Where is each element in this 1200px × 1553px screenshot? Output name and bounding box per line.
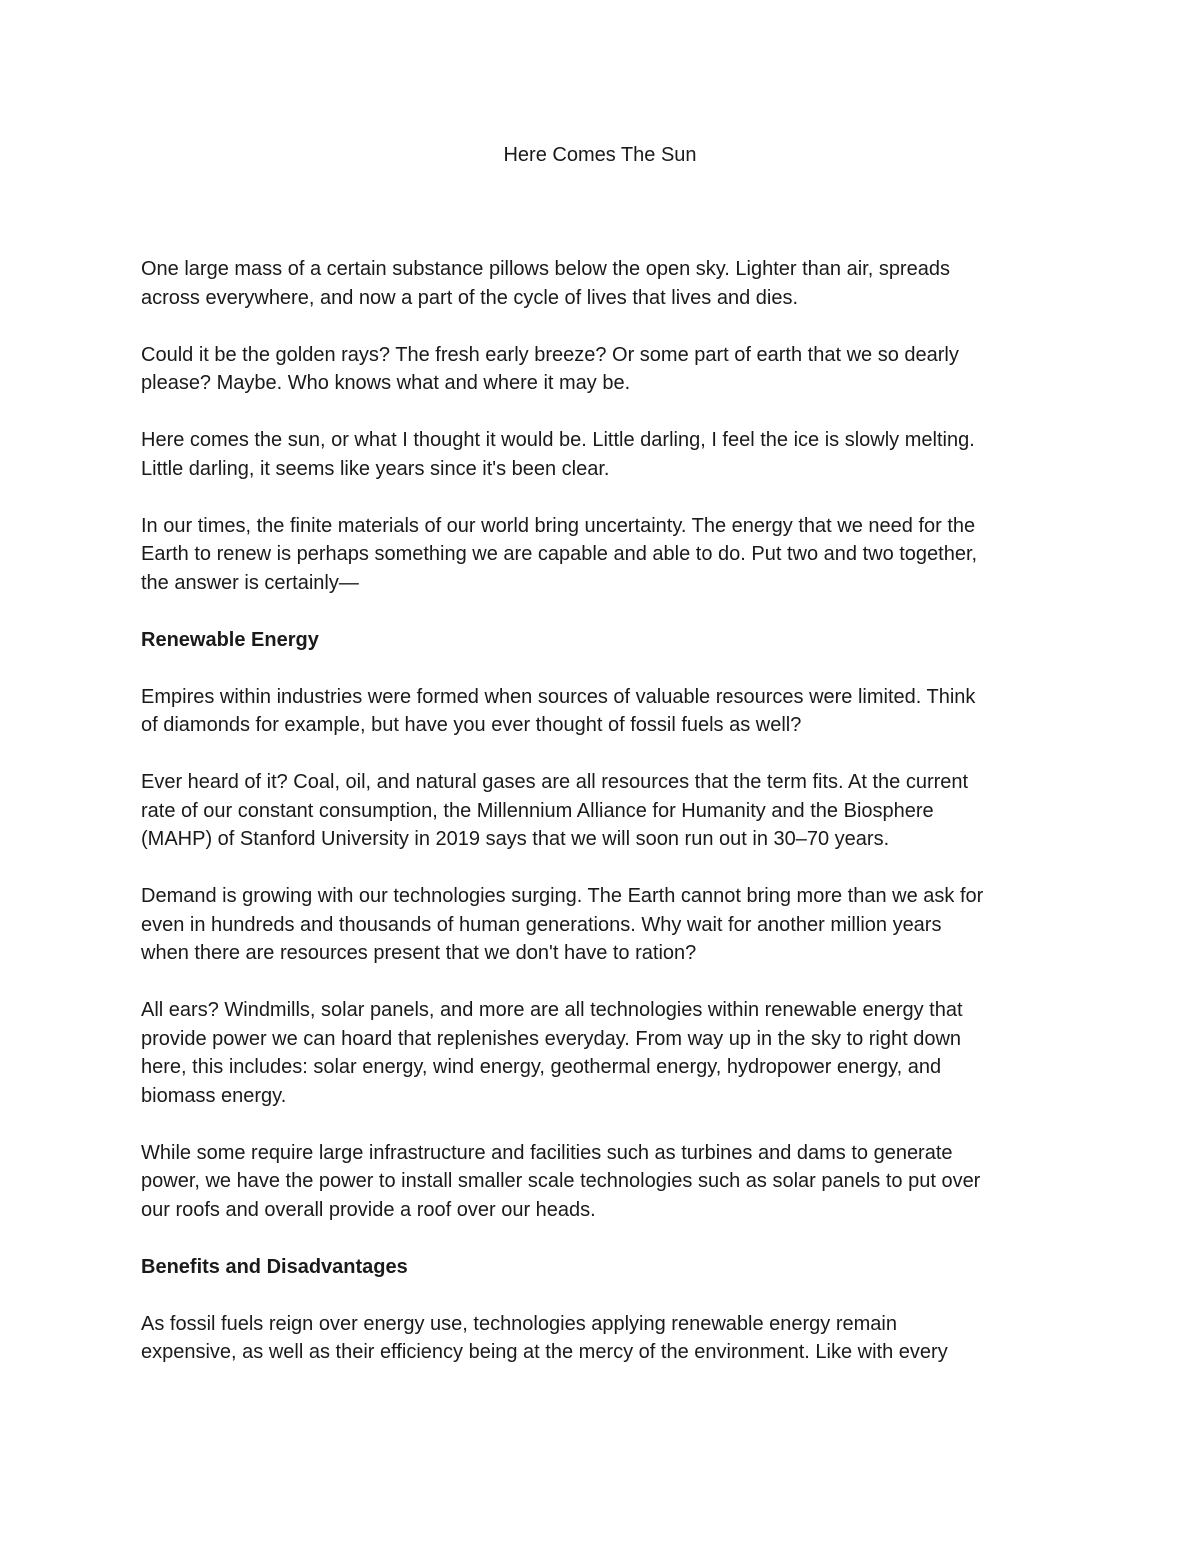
intro-paragraph-4: [141, 512, 1061, 598]
text-line: Could it be the golden rays? The fresh early breeze? Or some part of earth that we so dearly: [141, 343, 959, 366]
text-line: All ears? Windmills, solar panels, and more are all technologies within renewable energy that: [141, 999, 963, 1021]
document-title: Here Comes The Sun: [503, 144, 697, 166]
text-line: Demand is growing with our technologies surging. The Earth cannot bring more than we ask for: [141, 885, 984, 907]
renewable-paragraph-2: [141, 768, 1061, 854]
renewable-paragraph-3: [141, 882, 1061, 968]
section-heading-benefits: Benefits and Disadvantages: [141, 1255, 408, 1278]
text-line: Earth to renew is perhaps something we are capable and able to do. Put two and two together,: [141, 543, 978, 565]
text-line: the answer is certainly—: [141, 571, 359, 594]
text-line: across everywhere, and now a part of the cycle of lives that lives and dies.: [141, 286, 799, 309]
text-line: power, we have the power to install smaller scale technologies such as solar panels to put over: [141, 1170, 981, 1192]
text-line: provide power we can hoard that replenishes everyday. From way up in the sky to right down: [141, 1027, 962, 1050]
text-line: Ever heard of it? Coal, oil, and natural gases are all resources that the term fits. At the current: [141, 771, 969, 793]
text-line: rate of our constant consumption, the Millennium Alliance for Humanity and the Biosphere: [141, 799, 934, 822]
intro-paragraph-3: [141, 426, 1061, 483]
text-line: Here comes the sun, or what I thought it would be. Little darling, I feel the ice is slowly melting.: [141, 429, 975, 451]
text-line: (MAHP) of Stanford University in 2019 says that we will soon run out in 30–70 years.: [141, 828, 890, 850]
text-line: As fossil fuels reign over energy use, technologies applying renewable energy remain: [141, 1312, 897, 1335]
text-line: of diamonds for example, but have you ever thought of fossil fuels as well?: [141, 714, 802, 736]
renewable-paragraph-4: [141, 996, 1061, 1110]
text-line: While some require large infrastructure and facilities such as turbines and dams to generate: [141, 1141, 953, 1164]
section-heading-renewable-energy: Renewable Energy: [141, 628, 319, 651]
text-line: expensive, as well as their efficiency being at the mercy of the environment. Like with every: [141, 1341, 948, 1363]
text-line: Empires within industries were formed when sources of valuable resources were limited. Think: [141, 685, 976, 708]
text-line: our roofs and overall provide a roof over our heads.: [141, 1198, 596, 1221]
text-line: here, this includes: solar energy, wind energy, geothermal energy, hydropower energy, and: [141, 1056, 942, 1078]
text-line: even in hundreds and thousands of human generations. Why wait for another million years: [141, 913, 942, 936]
text-line: when there are resources present that we don't have to ration?: [141, 942, 697, 964]
intro-paragraph-2: [141, 341, 1061, 398]
renewable-paragraph-1: [141, 683, 1061, 740]
document-body: [141, 255, 1061, 1395]
text-line: biomass energy.: [141, 1084, 287, 1107]
text-line: In our times, the finite materials of our world bring uncertainty. The energy that we need for the: [141, 514, 976, 537]
text-line: One large mass of a certain substance pillows below the open sky. Lighter than air, spreads: [141, 258, 950, 280]
renewable-paragraph-5: [141, 1139, 1061, 1225]
text-line: please? Maybe. Who knows what and where it may be.: [141, 372, 631, 394]
intro-paragraph-1: [141, 255, 1061, 312]
text-line: Little darling, it seems like years since it's been clear.: [141, 457, 610, 480]
benefits-paragraph-1: [141, 1310, 1061, 1367]
